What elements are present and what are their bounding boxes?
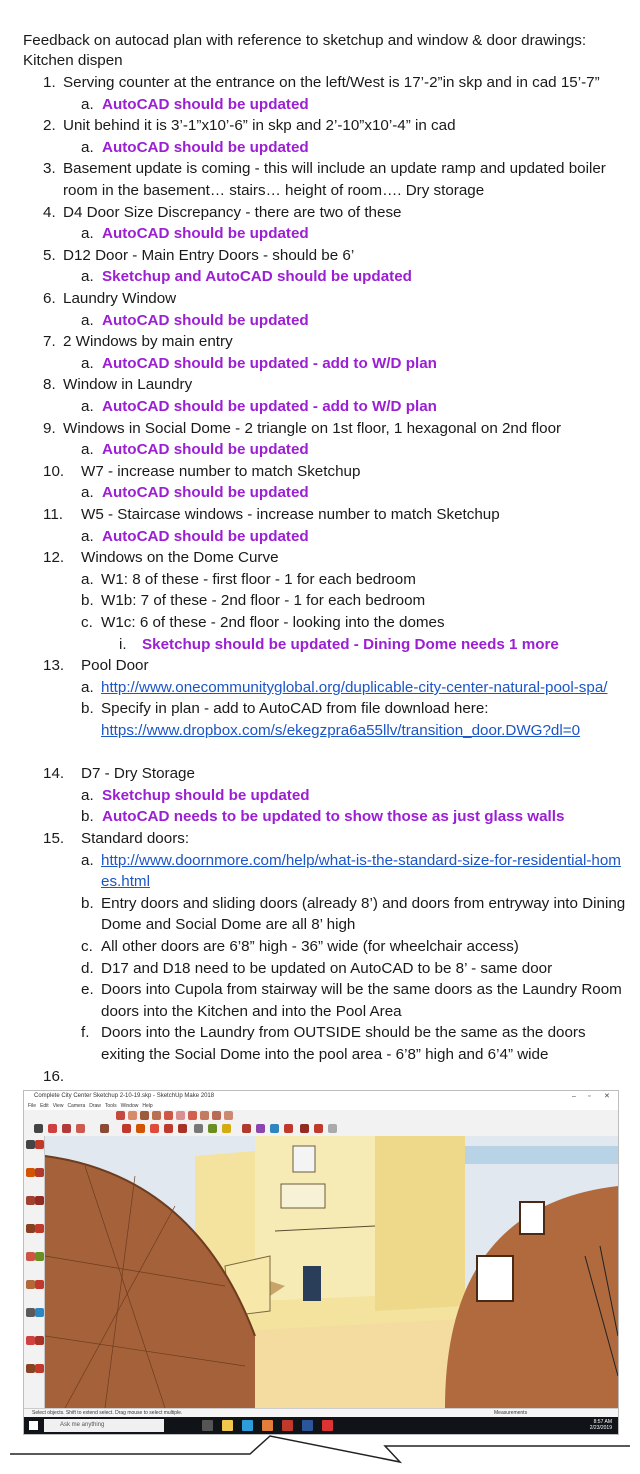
list-item-text: Standard doors:	[81, 830, 190, 847]
sub-item-letter: b.	[81, 808, 94, 825]
protractor-tool-icon[interactable]	[35, 1308, 44, 1317]
sub-item-text: AutoCAD should be updated - add to W/D plan	[102, 355, 437, 372]
sub-item-letter: b.	[81, 895, 94, 912]
menu-item-edit[interactable]: Edit	[40, 1103, 49, 1109]
offset-tool-icon[interactable]	[164, 1124, 173, 1133]
model-view-graphic	[45, 1136, 618, 1408]
sub-item-text: AutoCAD should be updated	[102, 528, 309, 545]
sub-item-continuation: doors into the Kitchen and into the Pool Area	[101, 1003, 402, 1020]
menu-bar	[24, 1102, 618, 1110]
list-item-number: 13.	[43, 657, 65, 674]
arc-tool-icon[interactable]	[128, 1111, 137, 1120]
list-item-text: Unit behind it is 3’-1”x10’-6” in skp and 2’-10”x10’-4” in cad	[63, 117, 456, 134]
list-item-number: 6.	[43, 290, 56, 307]
list-item-text: D7 - Dry Storage	[81, 765, 195, 782]
menu-item-view[interactable]: View	[52, 1103, 64, 1109]
link-text[interactable]: es.html	[101, 873, 150, 890]
orbit-tool-icon[interactable]	[242, 1124, 251, 1133]
sub-item-letter: e.	[81, 981, 94, 998]
sub-item-letter: a.	[81, 268, 94, 285]
paint-bucket-icon[interactable]	[222, 1124, 231, 1133]
sub-item-letter: a.	[81, 96, 94, 113]
sub-item-continuation: Dome and Social Dome are all 8’ high	[101, 916, 356, 933]
status-text: Select objects. Shift to extend select. Drag mouse to select multiple.	[32, 1410, 183, 1416]
paint-tool-icon[interactable]	[26, 1168, 35, 1177]
extension-icon[interactable]	[314, 1124, 323, 1133]
close-icon[interactable]: ✕	[604, 1093, 610, 1100]
eraser-tool-icon[interactable]	[48, 1124, 57, 1133]
select-tool-icon[interactable]	[34, 1124, 43, 1133]
list-item-number: 12.	[43, 549, 65, 566]
text-tool-icon[interactable]	[208, 1124, 217, 1133]
menu-item-window[interactable]: Window	[120, 1103, 139, 1109]
pan-tool-icon[interactable]	[35, 1336, 44, 1345]
sub-item-text: W1b: 7 of these - 2nd floor - 1 for each bedroom	[101, 592, 426, 609]
push-pull-icon[interactable]	[100, 1124, 109, 1133]
sub-item-letter: b.	[81, 700, 94, 717]
menu-item-camera[interactable]: Camera	[67, 1103, 86, 1109]
list-item-text: D4 Door Size Discrepancy - there are two of these	[63, 204, 402, 221]
list-item-number: 1.	[43, 74, 56, 91]
sub-item-letter: a.	[81, 787, 94, 804]
sub-item-text: Specify in plan - add to AutoCAD from file download here:	[101, 700, 489, 717]
sub-item-continuation: exiting the Social Dome into the pool area - 6’8” high and 6’4” wide	[101, 1046, 549, 1063]
sub-item-letter: a.	[81, 441, 94, 458]
sub-item-text: W1c: 6 of these - 2nd floor - looking into the domes	[101, 614, 445, 631]
sub-item-letter: a.	[81, 852, 94, 869]
sketchup-screenshot	[23, 1090, 619, 1435]
zoom-tool-icon[interactable]	[270, 1124, 279, 1133]
rectangle-tool-icon[interactable]	[140, 1111, 149, 1120]
polygon-tool-icon[interactable]	[164, 1111, 173, 1120]
sub-item-text: Sketchup and AutoCAD should be updated	[102, 268, 412, 285]
sub-item-text: W1: 8 of these - first floor - 1 for each bedroom	[101, 571, 416, 588]
sub-item-letter: a.	[81, 484, 94, 501]
list-item-number: 7.	[43, 333, 56, 350]
sub-item-letter: f.	[81, 1024, 90, 1041]
menu-item-file[interactable]: File	[28, 1103, 37, 1109]
arc-tool-icon[interactable]	[26, 1196, 35, 1205]
clock-time: 8:57 AM	[593, 1419, 612, 1425]
sub-item-text: AutoCAD needs to be updated to show those as just glass walls	[102, 808, 565, 825]
clock-date: 2/23/2019	[589, 1425, 612, 1431]
list-item-number: 10.	[43, 463, 65, 480]
pan-tool-icon[interactable]	[256, 1124, 265, 1133]
move-tool-icon[interactable]	[26, 1252, 35, 1261]
list-item-text: Serving counter at the entrance on the left/West is 17’-2”in skp and in cad 15’-7”	[63, 74, 600, 91]
pencil-tool-icon[interactable]	[116, 1111, 125, 1120]
sub-item-text: AutoCAD should be updated	[102, 484, 309, 501]
list-item-number: 5.	[43, 247, 56, 264]
measurements-label: Measurements	[494, 1410, 528, 1416]
maximize-icon[interactable]: ▫	[588, 1093, 591, 1100]
rotated-rect-tool-icon[interactable]	[224, 1111, 233, 1120]
minimize-icon[interactable]: –	[572, 1093, 576, 1100]
sub-item-text: AutoCAD should be updated	[102, 139, 309, 156]
rect-tool-icon[interactable]	[35, 1196, 44, 1205]
sub-sub-item-numeral: i.	[119, 636, 127, 653]
list-item-text: 2 Windows by main entry	[63, 333, 233, 350]
rotate-tool-icon[interactable]	[136, 1124, 145, 1133]
list-item-text: Window in Laundry	[63, 376, 193, 393]
circle-tool-icon[interactable]	[152, 1111, 161, 1120]
rotate-tool-icon[interactable]	[35, 1252, 44, 1261]
sub-item-letter: c.	[81, 938, 93, 955]
doc-title: Feedback on autocad plan with reference to sketchup and window & door drawings:	[23, 32, 587, 49]
eraser-tool-icon[interactable]	[35, 1140, 44, 1149]
sub-item-letter: a.	[81, 312, 94, 329]
push-pull-tool-icon[interactable]	[26, 1224, 35, 1233]
link-text[interactable]: http://www.doornmore.com/help/what-is-the-standard-size-for-residential-hom	[101, 852, 621, 869]
menu-item-tools[interactable]: Tools	[104, 1103, 117, 1109]
sub-item-text: AutoCAD should be updated	[102, 312, 309, 329]
zoom-tool-icon[interactable]	[26, 1364, 35, 1373]
sub-item-text: AutoCAD should be updated - add to W/D plan	[102, 398, 437, 415]
scale-tool-icon[interactable]	[26, 1280, 35, 1289]
scale-tool-icon[interactable]	[150, 1124, 159, 1133]
sub-item-letter: a.	[81, 225, 94, 242]
list-item-number: 3.	[43, 160, 56, 177]
sub-item-letter: a.	[81, 571, 94, 588]
list-item-text: Basement update is coming - this will include an update ramp and updated boiler	[63, 160, 606, 177]
list-item-text: Pool Door	[81, 657, 149, 674]
list-item-number: 14.	[43, 765, 65, 782]
window-titlebar	[24, 1091, 618, 1102]
list-item-number: 16.	[43, 1068, 65, 1085]
torn-edge-graphic	[10, 1428, 630, 1464]
list-item-continuation: room in the basement… stairs… height of room…. Dry storage	[63, 182, 485, 199]
warehouse-icon[interactable]	[300, 1124, 309, 1133]
walk-tool-icon[interactable]	[35, 1364, 44, 1373]
sub-item-text: AutoCAD should be updated	[102, 225, 309, 242]
list-item-text: Windows on the Dome Curve	[81, 549, 279, 566]
sub-item-text: Sketchup should be updated	[102, 787, 310, 804]
menu-item-draw[interactable]: Draw	[89, 1103, 101, 1109]
link-text[interactable]: https://www.dropbox.com/s/ekegzpra6a55llv/transition_door.DWG?dl=0	[101, 722, 581, 739]
move-tool-icon[interactable]	[122, 1124, 131, 1133]
list-item-number: 4.	[43, 204, 56, 221]
list-item-number: 15.	[43, 830, 65, 847]
sub-item-letter: a.	[81, 528, 94, 545]
list-item-text: Windows in Social Dome - 2 triangle on 1st floor, 1 hexagonal on 2nd floor	[63, 420, 562, 437]
toolbar-main	[24, 1122, 618, 1137]
select-tool-icon[interactable]	[26, 1140, 35, 1149]
shape-tool-icon[interactable]	[76, 1124, 85, 1133]
link-text[interactable]: http://www.onecommunityglobal.org/duplicable-city-center-natural-pool-spa/	[101, 679, 608, 696]
sub-item-letter: a.	[81, 355, 94, 372]
sub-item-text: All other doors are 6’8” high - 36” wide (for wheelchair access)	[101, 938, 519, 955]
sub-item-text: Doors into Cupola from stairway will be the same doors as the Laundry Room	[101, 981, 622, 998]
offset-tool-icon[interactable]	[35, 1224, 44, 1233]
doc-subtitle: Kitchen dispen	[23, 52, 123, 69]
list-item-text: W7 - increase number to match Sketchup	[81, 463, 361, 480]
freehand-tool-icon[interactable]	[176, 1111, 185, 1120]
menu-item-help[interactable]: Help	[142, 1103, 153, 1109]
list-item-text: Laundry Window	[63, 290, 177, 307]
follow-me-tool-icon[interactable]	[35, 1280, 44, 1289]
search-placeholder: Ask me anything	[60, 1422, 105, 1428]
threepoint-arc-tool-icon[interactable]	[212, 1111, 221, 1120]
tape-measure-icon[interactable]	[194, 1124, 203, 1133]
twopoint-arc-tool-icon[interactable]	[200, 1111, 209, 1120]
list-item-text: D12 Door - Main Entry Doors - should be 6’	[63, 247, 355, 264]
sub-item-letter: c.	[81, 614, 93, 631]
sub-item-text: Doors into the Laundry from OUTSIDE should be the same as the doors	[101, 1024, 586, 1041]
tape-tool-icon[interactable]	[26, 1308, 35, 1317]
left-toolbar	[24, 1136, 45, 1408]
sub-item-letter: a.	[81, 398, 94, 415]
sub-item-letter: a.	[81, 139, 94, 156]
zoom-extents-icon[interactable]	[284, 1124, 293, 1133]
sub-item-text: Entry doors and sliding doors (already 8’) and doors from entryway into Dining	[101, 895, 626, 912]
sub-item-letter: a.	[81, 679, 94, 696]
sub-sub-item-text: Sketchup should be updated - Dining Dome needs 1 more	[142, 636, 559, 653]
list-item-number: 11.	[43, 506, 63, 523]
list-item-text: W5 - Staircase windows - increase number to match Sketchup	[81, 506, 500, 523]
list-item-number: 8.	[43, 376, 56, 393]
sub-item-letter: b.	[81, 592, 94, 609]
window-title: Complete City Center Sketchup 2-10-19.skp - SketchUp Make 2018	[34, 1093, 215, 1099]
list-item-number: 2.	[43, 117, 56, 134]
sub-item-text: AutoCAD should be updated	[102, 96, 309, 113]
sub-item-letter: d.	[81, 960, 94, 977]
follow-me-icon[interactable]	[178, 1124, 187, 1133]
sub-item-text: D17 and D18 need to be updated on AutoCAD to be 8’ - same door	[101, 960, 553, 977]
line-tool-icon[interactable]	[35, 1168, 44, 1177]
model-viewport[interactable]	[45, 1136, 618, 1408]
sub-item-text: AutoCAD should be updated	[102, 441, 309, 458]
list-item-number: 9.	[43, 420, 56, 437]
pie-tool-icon[interactable]	[188, 1111, 197, 1120]
line-tool-icon[interactable]	[62, 1124, 71, 1133]
orbit-tool-icon[interactable]	[26, 1336, 35, 1345]
layout-icon[interactable]	[328, 1124, 337, 1133]
